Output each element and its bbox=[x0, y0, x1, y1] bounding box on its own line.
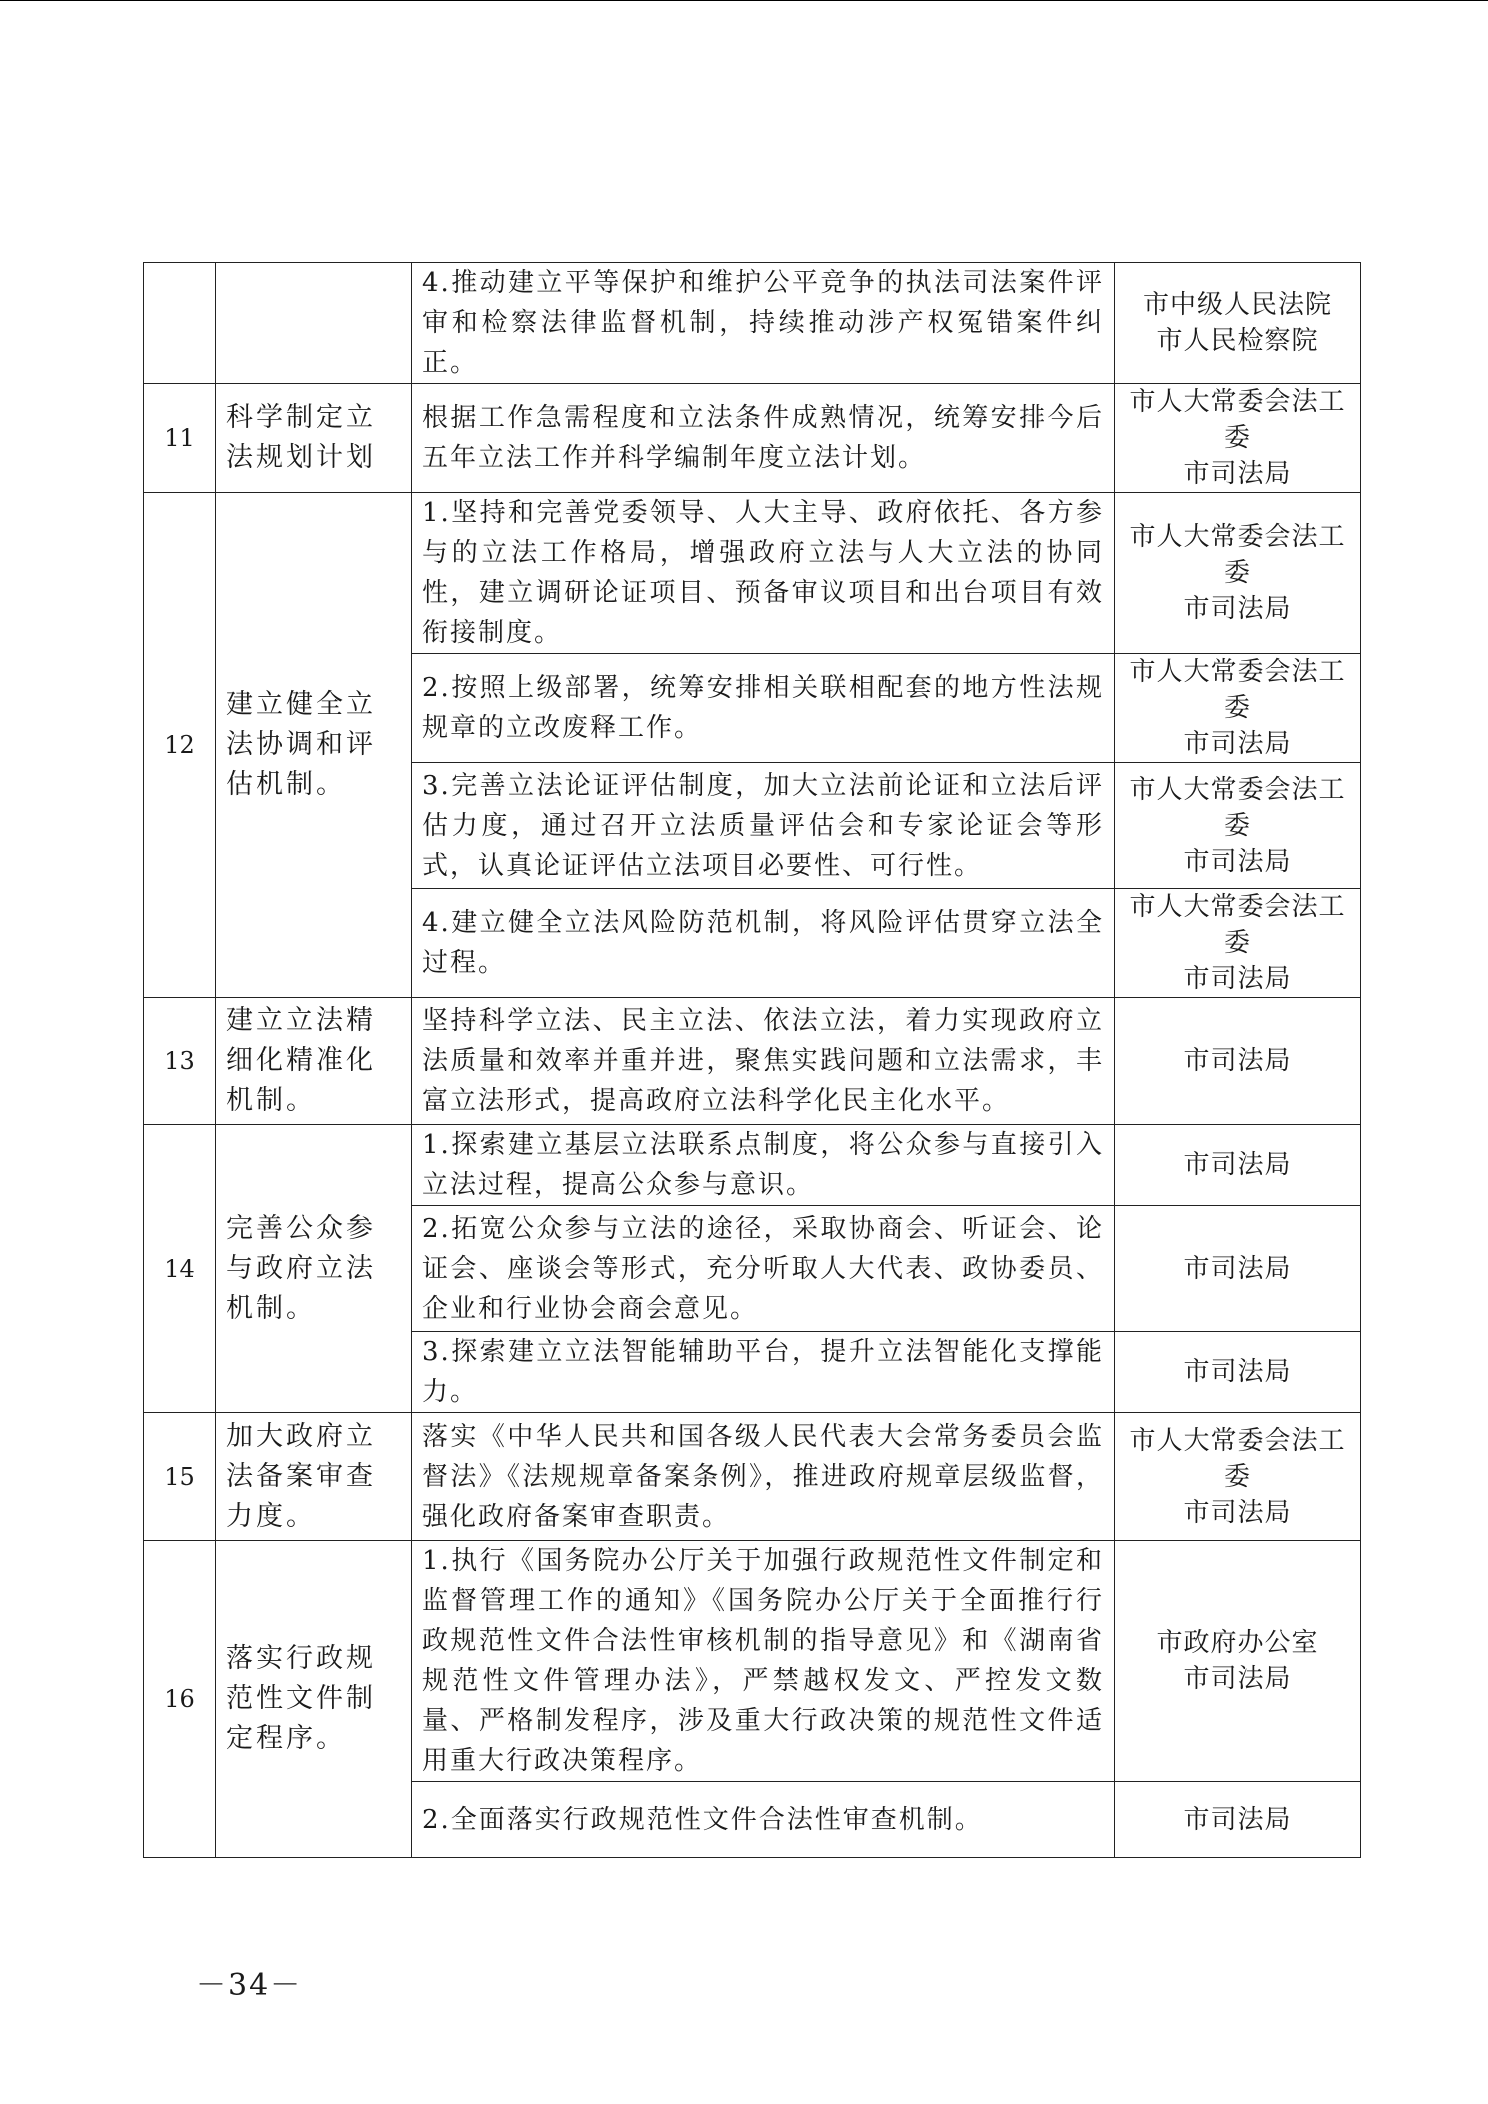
department-name: 市人民检察院 bbox=[1156, 326, 1319, 356]
table-row bbox=[144, 1125, 1361, 1206]
department-name: 市司法局 bbox=[1183, 1664, 1292, 1694]
department-cell bbox=[1115, 1332, 1361, 1413]
task-cell: 1.坚持和完善党委领导、人大主导、政府依托、各方参与的立法工作格局，增强政府立法与人大立法的协同性，建立调研论证项目、预备审议项目和出台项目有效衔接制度。 bbox=[412, 493, 1115, 654]
item-cell: 科学制定立法规划计划 bbox=[216, 384, 412, 493]
task-cell: 2.全面落实行政规范性文件合法性审查机制。 bbox=[412, 1782, 1115, 1858]
task-cell: 坚持科学立法、民主立法、依法立法，着力实现政府立法质量和效率并重并进，聚焦实践问题和立法需求，丰富立法形式，提高政府立法科学化民主化水平。 bbox=[412, 998, 1115, 1125]
department-name: 市司法局 bbox=[1183, 1497, 1292, 1528]
department-name: 市司法局 bbox=[1183, 1150, 1292, 1180]
department-name: 市司法局 bbox=[1183, 1804, 1292, 1835]
department-name: 市司法局 bbox=[1183, 1357, 1292, 1387]
task-cell: 落实《中华人民共和国各级人民代表大会常务委员会监督法》《法规规章备案条例》，推进政府规章层级监督，强化政府备案审查职责。 bbox=[412, 1413, 1115, 1541]
department-name: 市人大常委会法工委 bbox=[1129, 774, 1346, 841]
department-cell bbox=[1115, 998, 1361, 1125]
task-cell: 3.探索建立立法智能辅助平台，提升立法智能化支撑能力。 bbox=[412, 1332, 1115, 1413]
department-cell bbox=[1115, 763, 1361, 889]
department-name: 市人大常委会法工委 bbox=[1129, 892, 1346, 958]
row-number-cell bbox=[144, 263, 216, 384]
task-cell: 2.拓宽公众参与立法的途径，采取协商会、听证会、论证会、座谈会等形式，充分听取人大代表、政协委员、企业和行业协会商会意见。 bbox=[412, 1206, 1115, 1332]
row-number-cell: 14 bbox=[144, 1125, 216, 1413]
task-cell: 1.执行《国务院办公厅关于加强行政规范性文件制定和监督管理工作的通知》《国务院办公厅关于全面推行行政规范性文件合法性审核机制的指导意见》和《湖南省规范性文件管理办法》，严禁越权发文、严控发文数量、严格制发程序，涉及重大行政决策的规范性文件适用重大行政决策程序。 bbox=[412, 1541, 1115, 1782]
department-name: 市司法局 bbox=[1183, 1046, 1292, 1076]
department-cell bbox=[1115, 654, 1361, 763]
table-row bbox=[144, 493, 1361, 654]
department-cell bbox=[1115, 889, 1361, 998]
department-name: 市司法局 bbox=[1183, 1253, 1292, 1284]
row-number-cell: 11 bbox=[144, 384, 216, 493]
department-cell bbox=[1115, 384, 1361, 493]
department-cell bbox=[1115, 1782, 1361, 1858]
item-cell bbox=[216, 263, 412, 384]
task-cell: 4.推动建立平等保护和维护公平竞争的执法司法案件评审和检察法律监督机制，持续推动涉产权冤错案件纠正。 bbox=[412, 263, 1115, 384]
department-cell bbox=[1115, 1206, 1361, 1332]
table-row bbox=[144, 384, 1361, 493]
department-name: 市人大常委会法工委 bbox=[1129, 657, 1346, 723]
department-name: 市人大常委会法工委 bbox=[1129, 522, 1346, 588]
department-cell bbox=[1115, 1413, 1361, 1541]
task-cell: 2.按照上级部署，统筹安排相关联相配套的地方性法规规章的立改废释工作。 bbox=[412, 654, 1115, 763]
department-name: 市司法局 bbox=[1183, 729, 1292, 759]
department-name: 市司法局 bbox=[1183, 964, 1292, 994]
department-cell bbox=[1115, 493, 1361, 654]
row-number-cell: 13 bbox=[144, 998, 216, 1125]
document-table bbox=[143, 262, 1361, 1858]
page-top-rule bbox=[0, 0, 1488, 1]
task-cell: 3.完善立法论证评估制度，加大立法前论证和立法后评估力度，通过召开立法质量评估会和专家论证会等形式，认真论证评估立法项目必要性、可行性。 bbox=[412, 763, 1115, 889]
department-name: 市中级人民法院 bbox=[1142, 290, 1332, 320]
department-name: 市司法局 bbox=[1183, 594, 1292, 624]
department-name: 市政府办公室 bbox=[1156, 1628, 1319, 1658]
page-number: －34－ bbox=[196, 1968, 303, 2003]
department-cell bbox=[1115, 263, 1361, 384]
task-cell: 4.建立健全立法风险防范机制，将风险评估贯穿立法全过程。 bbox=[412, 889, 1115, 998]
row-number-cell: 12 bbox=[144, 493, 216, 998]
table-row bbox=[144, 263, 1361, 384]
item-cell: 建立立法精细化精准化机制。 bbox=[216, 998, 412, 1125]
table-row bbox=[144, 1413, 1361, 1541]
department-name: 市司法局 bbox=[1183, 846, 1292, 877]
department-name: 市人大常委会法工委 bbox=[1129, 1425, 1346, 1492]
task-cell: 1.探索建立基层立法联系点制度，将公众参与直接引入立法过程，提高公众参与意识。 bbox=[412, 1125, 1115, 1206]
row-number-cell: 16 bbox=[144, 1541, 216, 1858]
row-number-cell: 15 bbox=[144, 1413, 216, 1541]
table-row bbox=[144, 1541, 1361, 1782]
department-name: 市人大常委会法工委 bbox=[1129, 387, 1346, 453]
department-cell bbox=[1115, 1125, 1361, 1206]
department-name: 市司法局 bbox=[1183, 459, 1292, 489]
item-cell: 落实行政规范性文件制定程序。 bbox=[216, 1541, 412, 1858]
table-row bbox=[144, 998, 1361, 1125]
item-cell: 建立健全立法协调和评估机制。 bbox=[216, 493, 412, 998]
department-cell bbox=[1115, 1541, 1361, 1782]
item-cell: 完善公众参与政府立法机制。 bbox=[216, 1125, 412, 1413]
item-cell: 加大政府立法备案审查力度。 bbox=[216, 1413, 412, 1541]
task-cell: 根据工作急需程度和立法条件成熟情况，统筹安排今后五年立法工作并科学编制年度立法计划。 bbox=[412, 384, 1115, 493]
